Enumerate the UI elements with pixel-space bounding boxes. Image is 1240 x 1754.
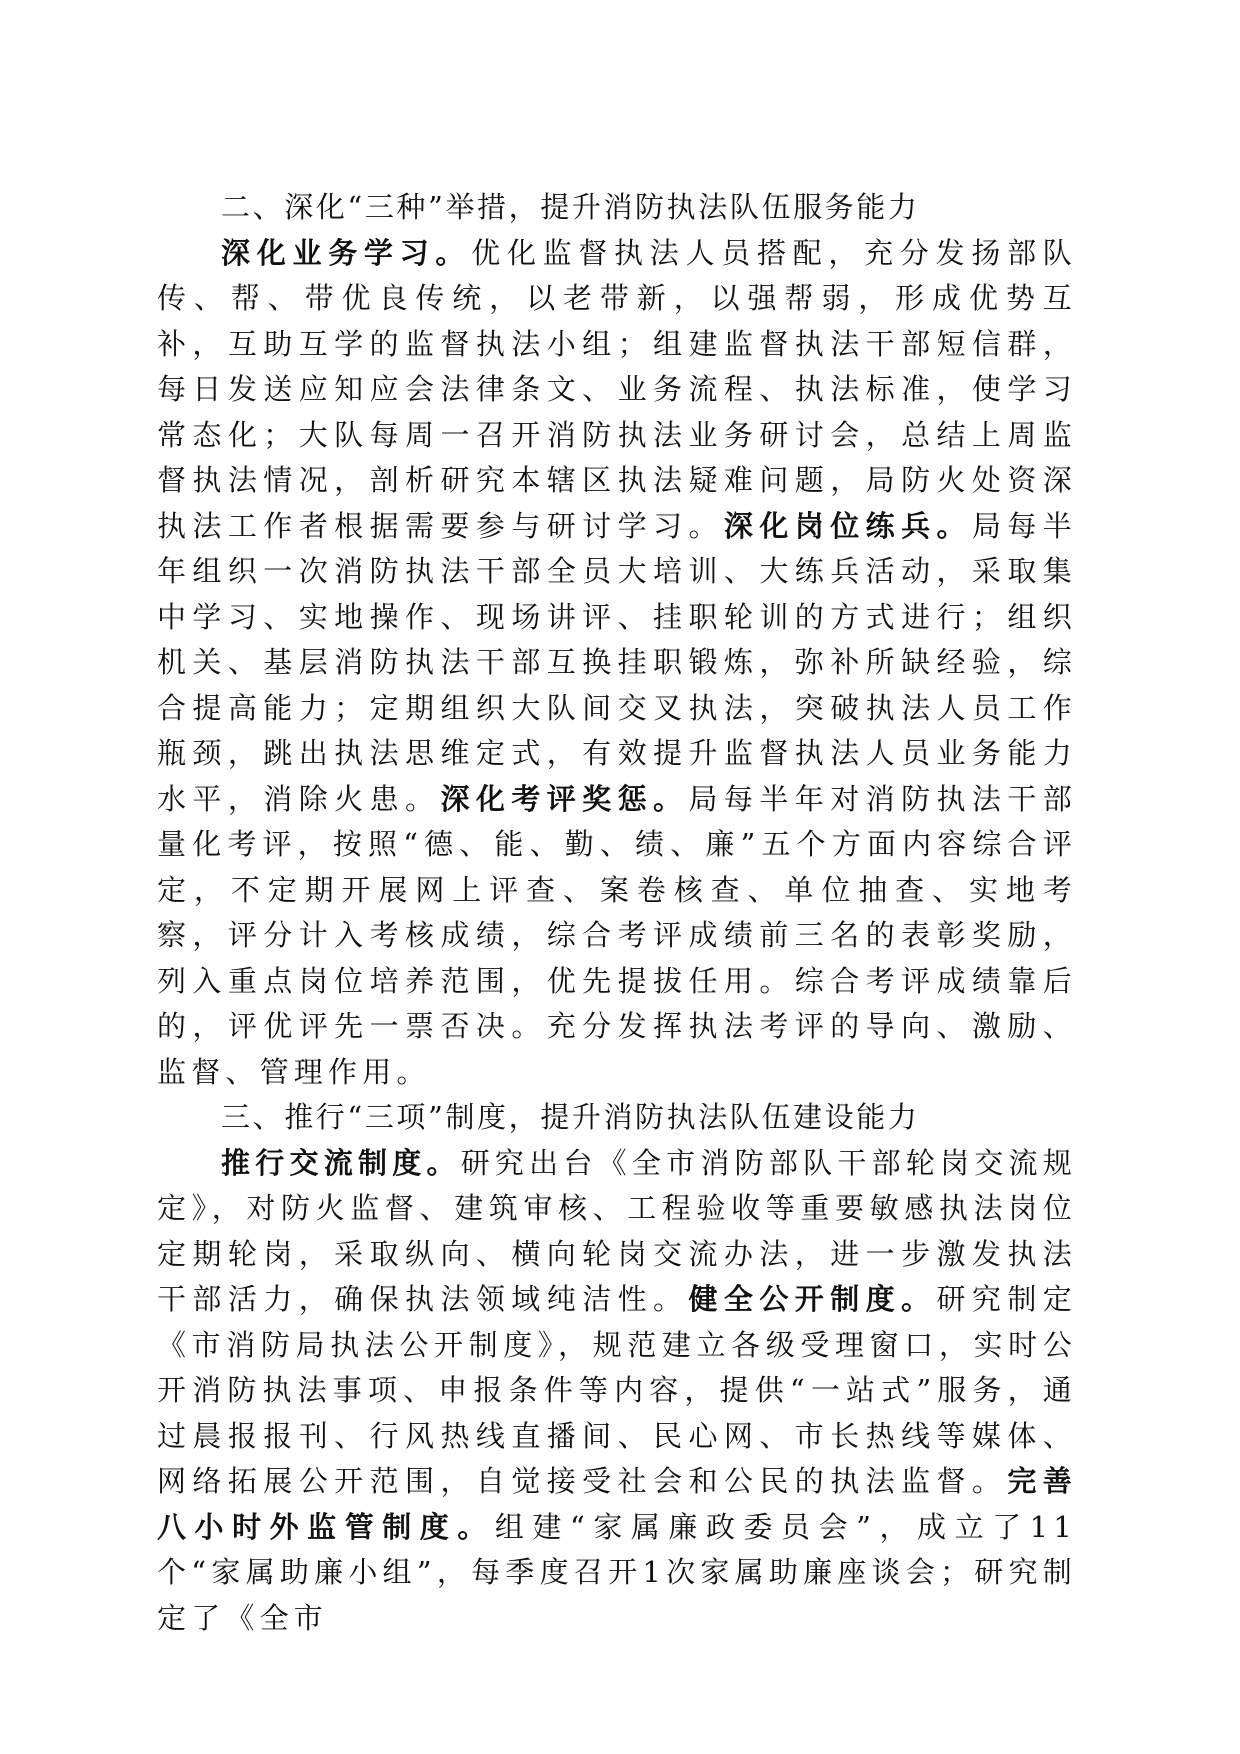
disclosure-system-text: 研究制定《市消防局执法公开制度》，规范建立各级受理窗口，实时公开消防执法事项、申报条件等内容，提供“一站式”服务，通过晨报报刊、行风热线直播间、民心网、市长热线等媒体、网络拓展公开范围，自觉接受社会和公民的执法监督。 [157,1282,1077,1498]
lead-evaluation: 深化考评奖惩。 [440,781,689,816]
document-body [157,185,1077,1641]
business-study-text: 优化监督执法人员搭配，充分发扬部队传、帮、带优良传统，以老带新，以强帮弱，形成优势互补，互助互学的监督执法小组；组建监督执法干部短信群，每日发送应知应会法律条文、业务流程、执法标准，使学习常态化；大队每周一召开消防执法业务研讨会，总结上周监督执法情况，剖析研究本辖区执法疑难问题，局防火处资深执法工作者根据需要参与研讨学习。 [157,235,1078,543]
section-heading-3: 三、推行“三项”制度，提升消防执法队伍建设能力 [221,1100,920,1134]
section-2-paragraph [157,231,1077,1096]
lead-business-study: 深化业务学习。 [221,235,472,270]
section-heading-2: 二、深化“三种”举措，提升消防执法队伍服务能力 [221,190,920,224]
evaluation-text: 局每半年对消防执法干部量化考评，按照“德、能、勤、绩、廉”五个方面内容综合评定，不定期开展网上评查、案卷核查、单位抽查、实地考察，评分计入考核成绩，综合考评成绩前三名的表彰奖励，列入重点岗位培养范围，优先提拔任用。综合考评成绩靠后的，评优评先一票否决。充分发挥执法考评的导向、激励、监督、管理作用。 [157,781,1077,1089]
lead-rotation-system: 推行交流制度。 [221,1145,461,1180]
after-hours-system-text: 组建“家属廉政委员会”，成立了11个“家属助廉小组”，每季度召开1次家属助廉座谈会；研究制定了《全市 [157,1509,1077,1635]
lead-post-training: 深化岗位练兵。 [723,508,972,543]
post-training-text: 局每半年组织一次消防执法干部全员大培训、大练兵活动，采取集中学习、实地操作、现场讲评、挂职轮训的方式进行；组织机关、基层消防执法干部互换挂职锻炼，弥补所缺经验，综合提高能力；定期组织大队间交叉执法，突破执法人员工作瓶颈，跳出执法思维定式，有效提升监督执法人员业务能力水平，消除火患。 [157,508,1078,816]
section-3-paragraph [157,1141,1077,1642]
rotation-system-text: 研究出台《全市消防部队干部轮岗交流规定》，对防火监督、建筑审核、工程验收等重要敏感执法岗位定期轮岗，采取纵向、横向轮岗交流办法，进一步激发执法干部活力，确保执法领域纯洁性。 [157,1145,1077,1316]
lead-after-hours-system: 完善八小时外监管制度。 [157,1464,1077,1544]
lead-disclosure-system: 健全公开制度。 [688,1282,937,1316]
